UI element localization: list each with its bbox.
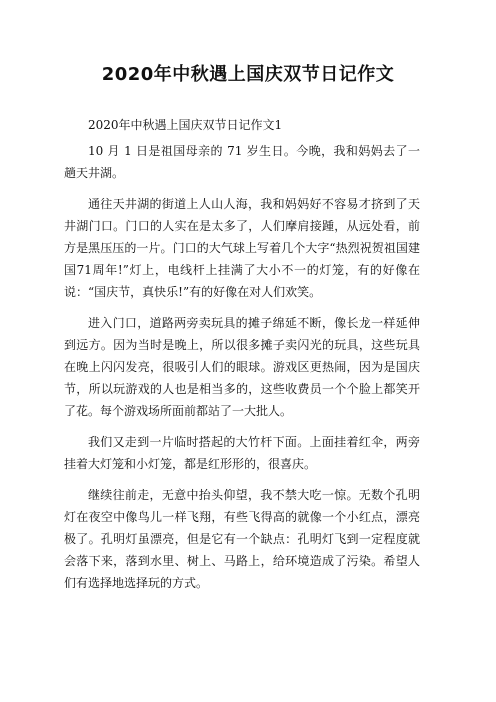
paragraph: 10 月 1 日是祖国母亲的 71 岁生日。今晚，我和妈妈去了一趟天井湖。 — [64, 144, 420, 180]
document-body — [64, 114, 420, 603]
section-heading: 2020年中秋遇上国庆双节日记作文1 — [88, 118, 283, 132]
paragraph: 通往天井湖的街道上人山人海，我和妈妈好不容易才挤到了天井湖门口。门口的人实在是太多了，人们摩肩接踵，从远处看，前方是黑压压的一片。门口的大气球上写着几个大字“热烈祝贺祖国建国71周年!”灯上，电线杆上挂满了大小不一的灯笼，有的好像在说：“国庆节，真快乐!”有的好像在对人们欢笑。 — [64, 197, 420, 299]
paragraph: 进入门口，道路两旁卖玩具的摊子绵延不断，像长龙一样延伸到远方。因为当时是晚上，所以很多摊子卖闪光的玩具，这些玩具在晚上闪闪发亮，很吸引人们的眼球。游戏区更热闹，因为是国庆节，所以玩游戏的人也是相当多的，这些收费员一个个脸上都笑开了花。每个游戏场所面前都站了一大批人。 — [64, 316, 420, 418]
document-title: 2020年中秋遇上国庆双节日记作文 — [101, 64, 395, 85]
paragraph: 我们又走到一片临时搭起的大竹杆下面。上面挂着红伞，两旁挂着大灯笼和小灯笼，都是红形形的，很喜庆。 — [64, 435, 420, 471]
paragraph: 继续往前走，无意中抬头仰望，我不禁大吃一惊。无数个孔明灯在夜空中像鸟儿一样飞翔，有些飞得高的就像一个小红点，漂亮极了。孔明灯虽漂亮，但是它有一个缺点：孔明灯飞到一定程度就会落下来，落到水里、树上、马路上，给环境造成了污染。希望人们有选择地选择玩的方式。 — [64, 488, 420, 590]
